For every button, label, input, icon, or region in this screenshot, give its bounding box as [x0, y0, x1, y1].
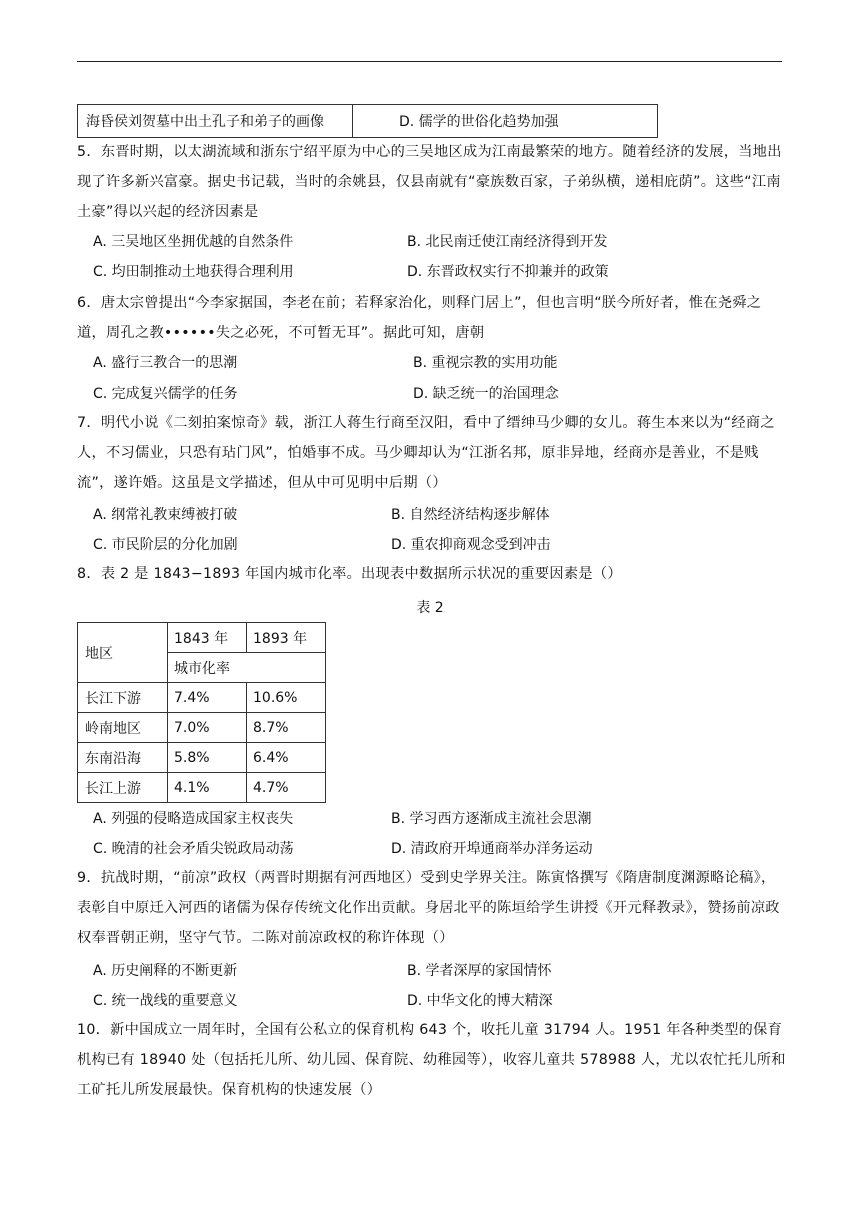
question-8: 8．表 2 是 1843−1893 年国内城市化率。出现表中数据所示状况的重要因素是（） — [77, 566, 622, 582]
q6-option-d[interactable]: D. 缺乏统一的治国理念 — [413, 386, 559, 402]
question-7: 7．明代小说《二刻拍案惊奇》载，浙江人蒋生行商至汉阳，看中了缙绅马少卿的女儿。蒋生本来以为“经商之人，不习儒业，只恐有玷门风”，怕婚事不成。马少卿却认为“江浙名邦，原非异地，经商亦是善业，不是贱流”，遂许婚。这虽是文学描述，但从中可见明中后期（） — [77, 415, 775, 491]
row-1843: 5.8% — [168, 743, 247, 773]
table-row — [78, 743, 326, 773]
q5-option-b[interactable]: B. 北民南迁使江南经济得到开发 — [407, 234, 608, 250]
q8-option-b[interactable]: B. 学习西方逐渐成主流社会思潮 — [391, 811, 592, 827]
q8-option-a[interactable]: A. 列强的侵略造成国家主权丧失 — [93, 811, 294, 827]
q5-option-c[interactable]: C. 均田制推动土地获得合理利用 — [93, 264, 294, 280]
header-1843: 1843 年 — [168, 623, 247, 653]
header-region: 地区 — [78, 623, 168, 683]
q5-option-d[interactable]: D. 东晋政权实行不抑兼并的政策 — [407, 264, 609, 280]
row-region: 岭南地区 — [78, 713, 168, 743]
table-row — [78, 773, 326, 803]
option-d: D. 儒学的世俗化趋势加强 — [353, 105, 658, 138]
row-region: 长江下游 — [78, 683, 168, 713]
row-1893: 8.7% — [247, 713, 326, 743]
header-1893: 1893 年 — [247, 623, 326, 653]
row-1893: 10.6% — [247, 683, 326, 713]
row-1893: 4.7% — [247, 773, 326, 803]
q7-option-a[interactable]: A. 纲常礼教束缚被打破 — [93, 507, 238, 523]
question-5: 5．东晋时期，以太湖流域和浙东宁绍平原为中心的三吴地区成为江南最繁荣的地方。随着经济的发展，当地出现了许多新兴富豪。据史书记载，当时的余姚县，仅县南就有“豪族数百家，子弟纵横，递相庇荫”。这些“江南土豪”得以兴起的经济因素是 — [77, 144, 782, 220]
row-1893: 6.4% — [247, 743, 326, 773]
row-1843: 7.4% — [168, 683, 247, 713]
question-9: 9．抗战时期，“前凉”政权（两晋时期据有河西地区）受到史学界关注。陈寅恪撰写《隋唐制度渊源略论稿》，表彰自中原迁入河西的诸儒为保存传统文化作出贡献。身居北平的陈垣给学生讲授《开元释教录》，赞扬前凉政权奉晋朝正朔，坚守气节。二陈对前凉政权的称许体现（） — [77, 870, 780, 946]
q9-option-c[interactable]: C. 统一战线的重要意义 — [93, 993, 238, 1009]
q6-option-b[interactable]: B. 重视宗教的实用功能 — [413, 355, 558, 371]
q6-option-c[interactable]: C. 完成复兴儒学的任务 — [93, 386, 238, 402]
q9-option-d[interactable]: D. 中华文化的博大精深 — [407, 993, 553, 1009]
q6-option-a[interactable]: A. 盛行三教合一的思潮 — [93, 355, 238, 371]
row-region: 长江上游 — [78, 773, 168, 803]
q7-option-c[interactable]: C. 市民阶层的分化加剧 — [93, 537, 238, 553]
question-10: 10．新中国成立一周年时，全国有公私立的保育机构 643 个，收托儿童 31794 人。1951 年各种类型的保育机构已有 18940 处（包括托儿所、幼儿园、保育院、幼稚园等），收容儿童共 578988 人，尤以农忙托儿所和工矿托儿所发展最快。保育机构的快速发展（） — [77, 1022, 786, 1098]
q8-option-c[interactable]: C. 晚清的社会矛盾尖锐政局动荡 — [93, 841, 294, 857]
q7-option-b[interactable]: B. 自然经济结构逐步解体 — [391, 507, 550, 523]
row-1843: 4.1% — [168, 773, 247, 803]
header-rule — [77, 61, 782, 62]
q8-option-d[interactable]: D. 清政府开埠通商举办洋务运动 — [391, 841, 593, 857]
q5-option-a[interactable]: A. 三吴地区坐拥优越的自然条件 — [93, 234, 294, 250]
table-row — [78, 683, 326, 713]
q9-option-a[interactable]: A. 历史阐释的不断更新 — [93, 963, 238, 979]
q7-option-d[interactable]: D. 重农抑商观念受到冲击 — [391, 537, 551, 553]
row-1843: 7.0% — [168, 713, 247, 743]
option-material: 海昏侯刘贺墓中出土孔子和弟子的画像 — [78, 105, 353, 138]
table-2-caption: 表 2 — [416, 600, 444, 616]
header-urbanization-rate: 城市化率 — [168, 653, 326, 683]
continued-option-table — [77, 104, 658, 138]
q9-option-b[interactable]: B. 学者深厚的家国情怀 — [407, 963, 552, 979]
row-region: 东南沿海 — [78, 743, 168, 773]
question-6: 6．唐太宗曾提出“今李家据国，李老在前；若释家治化，则释门居上”，但也言明“朕今所好者，惟在尧舜之道，周孔之教••••••失之必死，不可暂无耳”。据此可知，唐朝 — [77, 295, 762, 341]
table-2 — [77, 622, 326, 803]
table-row — [78, 713, 326, 743]
